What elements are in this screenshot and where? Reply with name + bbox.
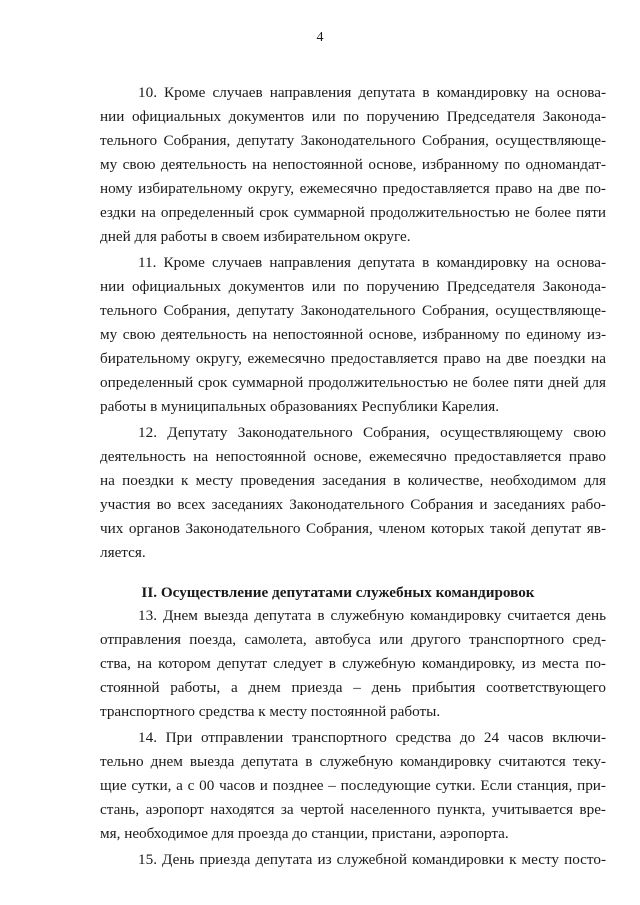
text-line: участия во всех заседаниях Законодательного Собрания и заседаниях рабо- <box>100 496 606 513</box>
text-line: ездки на определенный срок суммарной продолжительностью не более пяти <box>100 204 606 221</box>
text-line: ства, на котором депутат следует в служебную командировку, из места по- <box>100 655 606 672</box>
text-line: нии официальных документов или по поручению Председателя Законода- <box>100 278 606 295</box>
text-line: тельного Собрания, депутату Законодательного Собрания, осуществляюще- <box>100 302 606 319</box>
text-line: тельного Собрания, депутату Законодательного Собрания, осуществляюще- <box>100 132 606 149</box>
text-line: 15. День приезда депутата из служебной командировки к месту посто- <box>138 851 606 868</box>
text-line: работы в муниципальных образованиях Республики Карелия. <box>100 398 499 415</box>
text-line: 10. Кроме случаев направления депутата в командировку на основа- <box>138 84 606 101</box>
text-line: стань, аэропорт находятся за чертой населенного пункта, учитывается вре- <box>100 801 606 818</box>
text-line: ному избирательному округу, ежемесячно предоставляется право на две по- <box>100 180 606 197</box>
text-line: 12. Депутату Законодательного Собрания, осуществляющему свою <box>138 424 606 441</box>
text-line: бирательному округу, ежемесячно предоставляется право на две поездки на <box>100 350 606 367</box>
text-line: определенный срок суммарной продолжительностью не более пяти дней для <box>100 374 606 391</box>
text-line: дней для работы в своем избирательном округе. <box>100 228 411 245</box>
text-line: 13. Днем выезда депутата в служебную командировку считается день <box>138 607 606 624</box>
text-line: тельно днем выезда депутата в служебную командировку считаются теку- <box>100 753 606 770</box>
text-line: му свою деятельность на непостоянной основе, избранному по единому из- <box>100 326 606 343</box>
text-line: 14. При отправлении транспортного средства до 24 часов включи- <box>138 729 606 746</box>
text-line: деятельность на непостоянной основе, ежемесячно предоставляется право <box>100 448 606 465</box>
text-line: чих органов Законодательного Собрания, членом которых такой депутат яв- <box>100 520 606 537</box>
text-line: ляется. <box>100 544 146 561</box>
text-line: му свою деятельность на непостоянной основе, избранному по одномандат- <box>100 156 606 173</box>
section-heading: II. Осуществление депутатами служебных командировок <box>141 584 535 601</box>
text-line: на поездки к месту проведения заседания в количестве, необходимом для <box>100 472 606 489</box>
text-line: мя, необходимое для проезда до станции, пристани, аэропорта. <box>100 825 509 842</box>
text-line: транспортного средства к месту постоянной работы. <box>100 703 441 720</box>
text-line: отправления поезда, самолета, автобуса или другого транспортного сред- <box>100 631 606 648</box>
text-line: 11. Кроме случаев направления депутата в командировку на основа- <box>138 254 606 271</box>
text-line: нии официальных документов или по поручению Председателя Законода- <box>100 108 606 125</box>
text-line: стоянной работы, а днем приезда – день прибытия соответствующего <box>100 679 606 696</box>
text-line: щие сутки, а с 00 часов и позднее – последующие сутки. Если станция, при- <box>100 777 606 794</box>
page-number: 4 <box>316 30 324 45</box>
